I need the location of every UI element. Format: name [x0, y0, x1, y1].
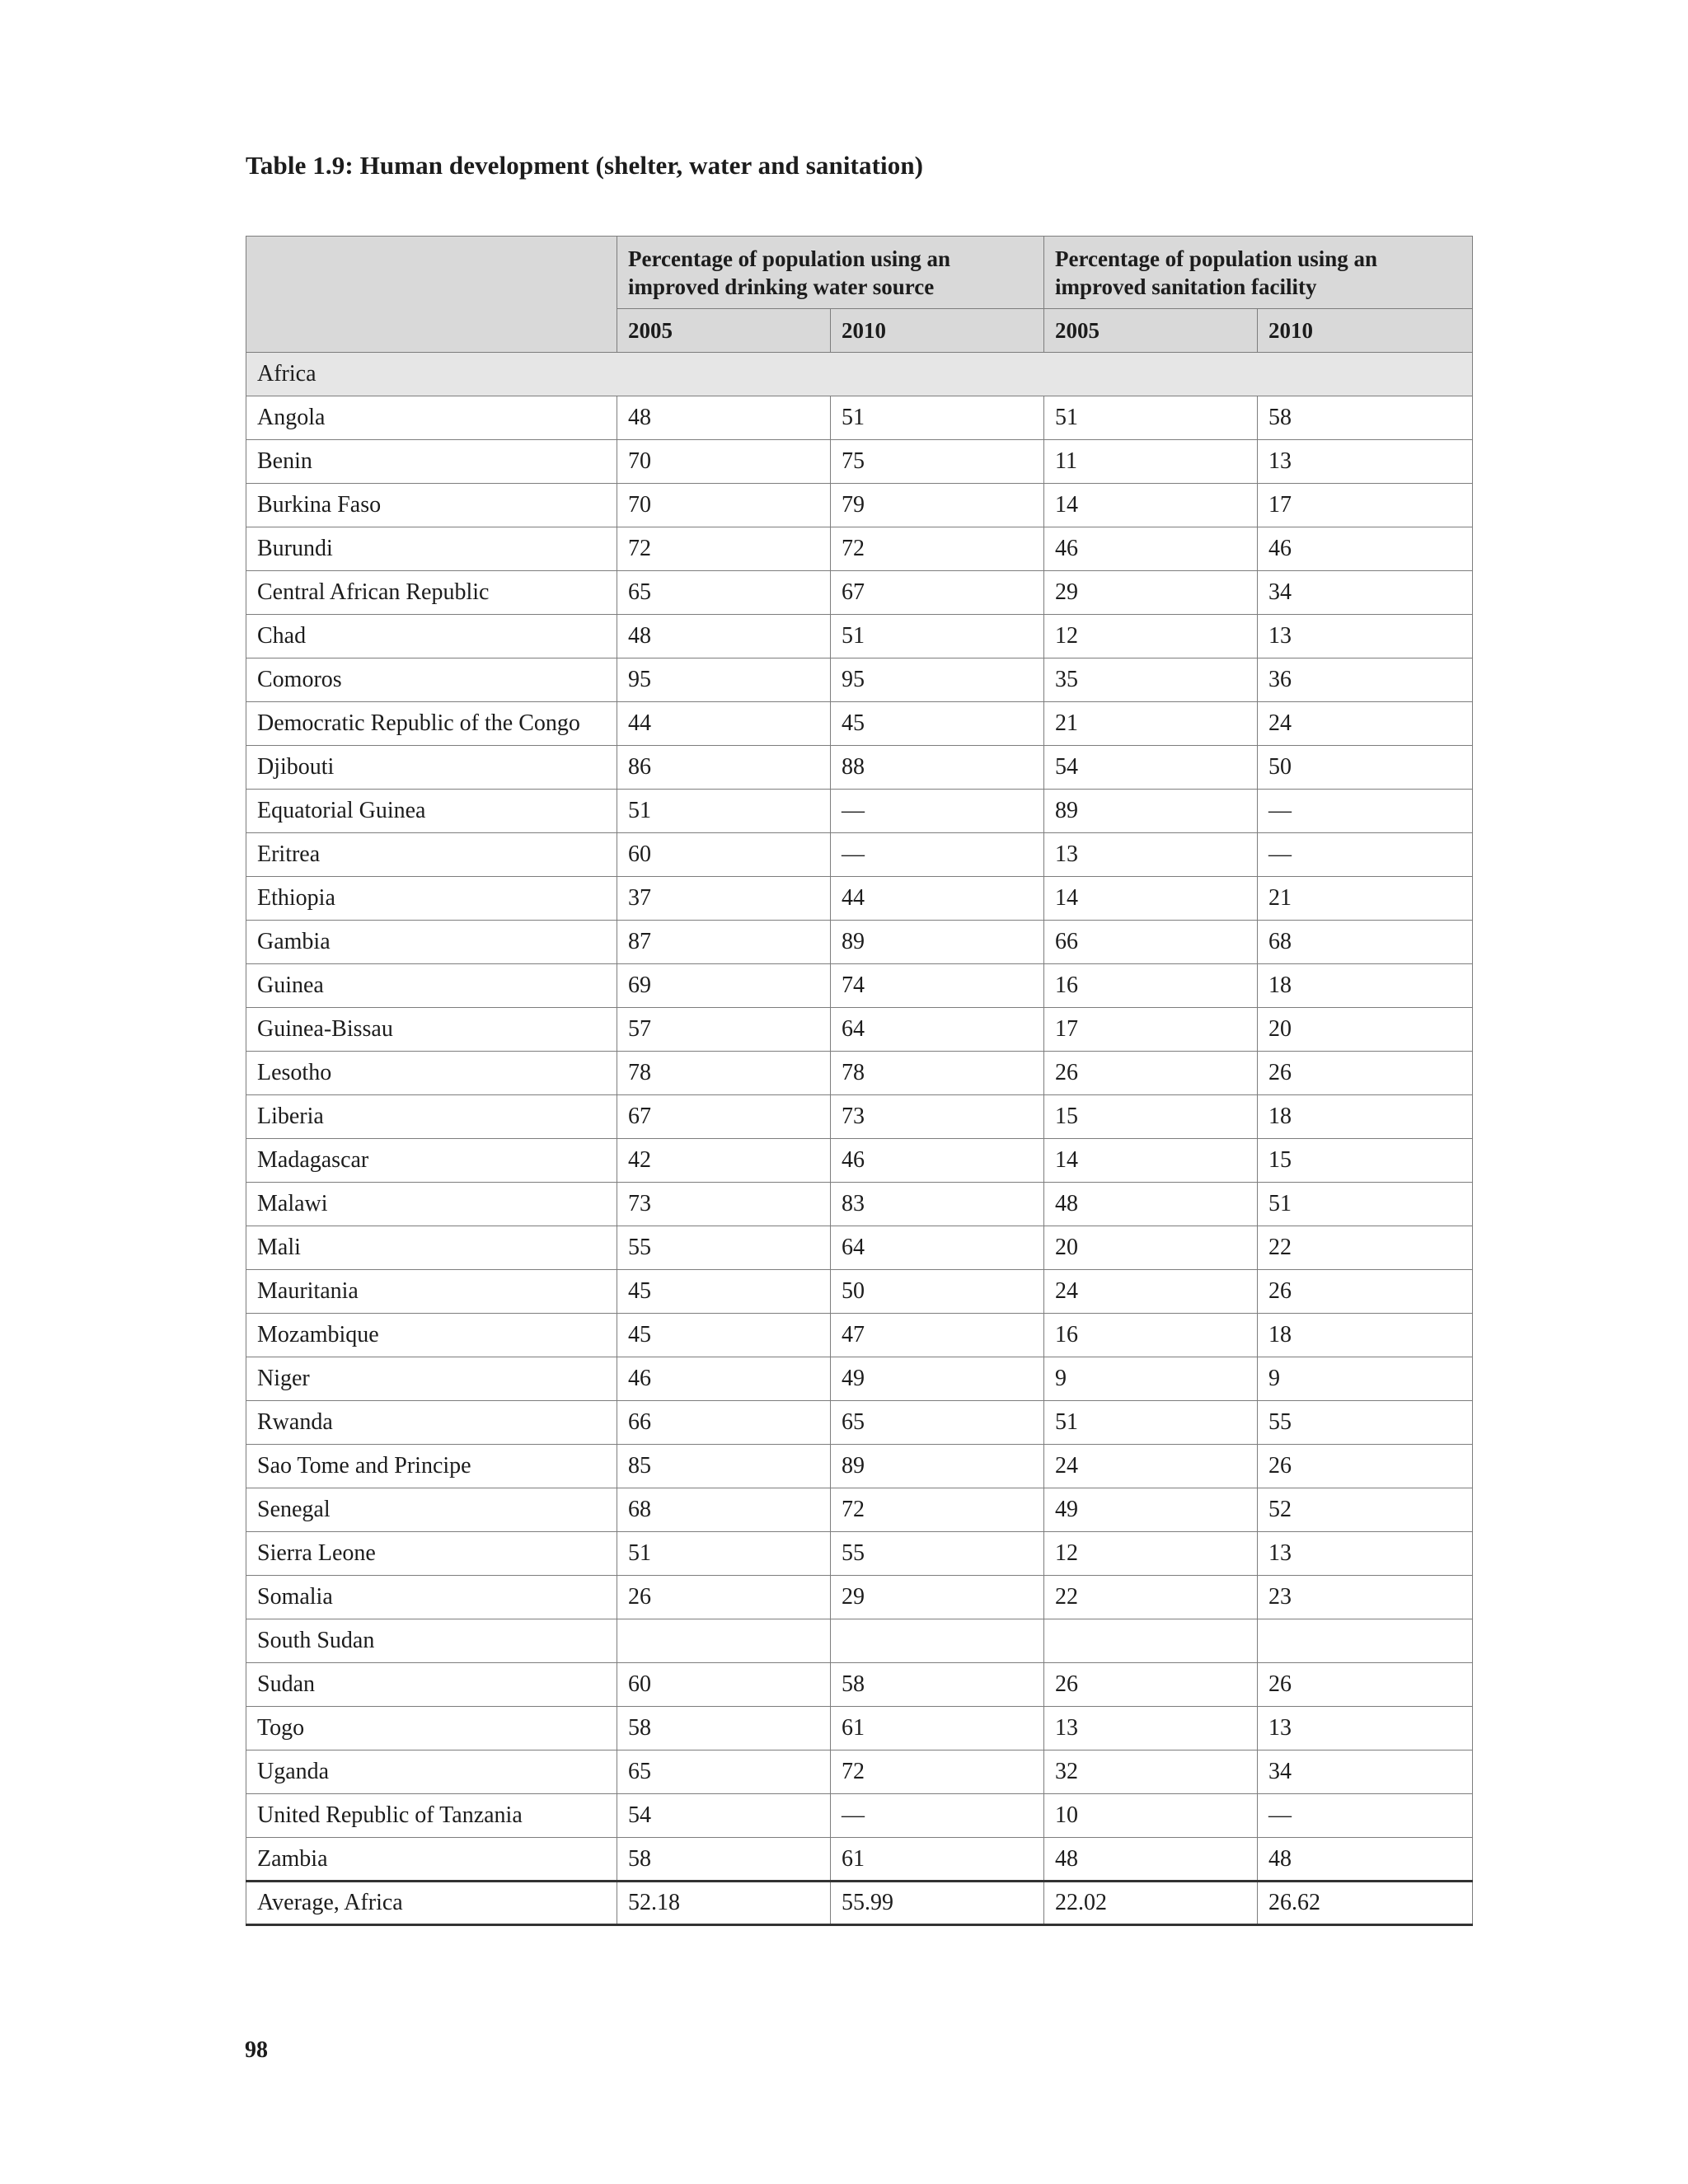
country-name-cell: Sudan — [246, 1663, 617, 1707]
water-2005-cell: 87 — [617, 921, 831, 964]
table-row — [246, 746, 1473, 790]
average-sanitation-2005: 22.02 — [1044, 1882, 1258, 1925]
sanitation-2005-cell: 46 — [1044, 527, 1258, 571]
water-2005-cell: 54 — [617, 1794, 831, 1838]
table-row — [246, 396, 1473, 440]
water-2005-cell — [617, 1619, 831, 1663]
sanitation-2005-cell: 20 — [1044, 1226, 1258, 1270]
table-row — [246, 921, 1473, 964]
table-row — [246, 527, 1473, 571]
country-name-cell: Somalia — [246, 1576, 617, 1619]
sanitation-2010-cell: 13 — [1258, 440, 1473, 484]
sanitation-2005-cell: 21 — [1044, 702, 1258, 746]
country-name-cell: Djibouti — [246, 746, 617, 790]
table-row — [246, 964, 1473, 1008]
sanitation-2005-cell: 16 — [1044, 964, 1258, 1008]
water-2010-cell: 89 — [831, 1445, 1044, 1488]
sanitation-2010-cell: 18 — [1258, 1095, 1473, 1139]
table-row — [246, 1707, 1473, 1750]
water-2010-cell: 55 — [831, 1532, 1044, 1576]
header-year: 2010 — [831, 309, 1044, 353]
water-2005-cell: 37 — [617, 877, 831, 921]
sanitation-2005-cell: 48 — [1044, 1183, 1258, 1226]
sanitation-2010-cell: 26 — [1258, 1270, 1473, 1314]
water-2005-cell: 44 — [617, 702, 831, 746]
water-2005-cell: 58 — [617, 1707, 831, 1750]
table-row — [246, 1445, 1473, 1488]
sanitation-2005-cell: 35 — [1044, 658, 1258, 702]
water-2005-cell: 70 — [617, 484, 831, 527]
sanitation-2010-cell: 68 — [1258, 921, 1473, 964]
table-row — [246, 1576, 1473, 1619]
water-2010-cell: 65 — [831, 1401, 1044, 1445]
country-name-cell: Zambia — [246, 1838, 617, 1882]
water-2005-cell: 45 — [617, 1314, 831, 1357]
sanitation-2010-cell: 18 — [1258, 964, 1473, 1008]
water-2010-cell: 29 — [831, 1576, 1044, 1619]
country-name-cell: Sao Tome and Principe — [246, 1445, 617, 1488]
water-2010-cell: 88 — [831, 746, 1044, 790]
average-water-2010: 55.99 — [831, 1882, 1044, 1925]
sanitation-2005-cell: 9 — [1044, 1357, 1258, 1401]
sanitation-2005-cell: 48 — [1044, 1838, 1258, 1882]
page-number: 98 — [245, 2037, 268, 2063]
sanitation-2010-cell: 52 — [1258, 1488, 1473, 1532]
water-2005-cell: 73 — [617, 1183, 831, 1226]
water-2005-cell: 68 — [617, 1488, 831, 1532]
table-row — [246, 1750, 1473, 1794]
sanitation-2010-cell: 13 — [1258, 615, 1473, 658]
table-row — [246, 702, 1473, 746]
country-name-cell: Togo — [246, 1707, 617, 1750]
water-2010-cell: 72 — [831, 1488, 1044, 1532]
sanitation-2005-cell: 11 — [1044, 440, 1258, 484]
water-2010-cell: — — [831, 833, 1044, 877]
water-2010-cell: — — [831, 790, 1044, 833]
country-name-cell: Sierra Leone — [246, 1532, 617, 1576]
water-2010-cell: 58 — [831, 1663, 1044, 1707]
water-2005-cell: 57 — [617, 1008, 831, 1052]
sanitation-2010-cell: 20 — [1258, 1008, 1473, 1052]
water-2010-cell: — — [831, 1794, 1044, 1838]
water-2010-cell: 67 — [831, 571, 1044, 615]
water-2005-cell: 85 — [617, 1445, 831, 1488]
water-2005-cell: 48 — [617, 396, 831, 440]
water-2005-cell: 55 — [617, 1226, 831, 1270]
sanitation-2005-cell: 24 — [1044, 1270, 1258, 1314]
sanitation-2010-cell: 48 — [1258, 1838, 1473, 1882]
water-2010-cell: 78 — [831, 1052, 1044, 1095]
water-2005-cell: 86 — [617, 746, 831, 790]
water-2010-cell — [831, 1619, 1044, 1663]
country-name-cell: Guinea — [246, 964, 617, 1008]
country-name-cell: Gambia — [246, 921, 617, 964]
water-2005-cell: 48 — [617, 615, 831, 658]
table-row — [246, 1226, 1473, 1270]
sanitation-2005-cell: 24 — [1044, 1445, 1258, 1488]
water-2010-cell: 95 — [831, 658, 1044, 702]
sanitation-2005-cell: 49 — [1044, 1488, 1258, 1532]
average-row — [246, 1882, 1473, 1925]
sanitation-2010-cell: 22 — [1258, 1226, 1473, 1270]
header-year: 2005 — [1044, 309, 1258, 353]
water-2010-cell: 74 — [831, 964, 1044, 1008]
water-2005-cell: 65 — [617, 1750, 831, 1794]
sanitation-2005-cell: 51 — [1044, 1401, 1258, 1445]
country-name-cell: Niger — [246, 1357, 617, 1401]
sanitation-2010-cell: — — [1258, 790, 1473, 833]
water-2005-cell: 70 — [617, 440, 831, 484]
table-row — [246, 1270, 1473, 1314]
table-row — [246, 1314, 1473, 1357]
country-name-cell: Democratic Republic of the Congo — [246, 702, 617, 746]
sanitation-2005-cell: 26 — [1044, 1663, 1258, 1707]
average-sanitation-2010: 26.62 — [1258, 1882, 1473, 1925]
sanitation-2005-cell — [1044, 1619, 1258, 1663]
table-row — [246, 1183, 1473, 1226]
water-2005-cell: 95 — [617, 658, 831, 702]
water-2010-cell: 79 — [831, 484, 1044, 527]
water-2010-cell: 83 — [831, 1183, 1044, 1226]
water-2010-cell: 50 — [831, 1270, 1044, 1314]
header-row-groups — [246, 237, 1473, 309]
table-row — [246, 1357, 1473, 1401]
sanitation-2005-cell: 26 — [1044, 1052, 1258, 1095]
sanitation-2010-cell: 46 — [1258, 527, 1473, 571]
data-table — [246, 236, 1473, 1926]
water-2005-cell: 72 — [617, 527, 831, 571]
table-row — [246, 1838, 1473, 1882]
sanitation-2005-cell: 22 — [1044, 1576, 1258, 1619]
sanitation-2010-cell: 58 — [1258, 396, 1473, 440]
water-2010-cell: 61 — [831, 1838, 1044, 1882]
sanitation-2005-cell: 13 — [1044, 1707, 1258, 1750]
water-2010-cell: 89 — [831, 921, 1044, 964]
sanitation-2010-cell: 23 — [1258, 1576, 1473, 1619]
table-row — [246, 1488, 1473, 1532]
sanitation-2005-cell: 32 — [1044, 1750, 1258, 1794]
sanitation-2005-cell: 51 — [1044, 396, 1258, 440]
country-name-cell: Uganda — [246, 1750, 617, 1794]
sanitation-2010-cell: 50 — [1258, 746, 1473, 790]
water-2005-cell: 69 — [617, 964, 831, 1008]
water-2010-cell: 47 — [831, 1314, 1044, 1357]
country-name-cell: Guinea-Bissau — [246, 1008, 617, 1052]
country-name-cell: Central African Republic — [246, 571, 617, 615]
table-row — [246, 1663, 1473, 1707]
table-row — [246, 1532, 1473, 1576]
sanitation-2005-cell: 54 — [1044, 746, 1258, 790]
country-name-cell: Lesotho — [246, 1052, 617, 1095]
country-name-cell: Liberia — [246, 1095, 617, 1139]
water-2010-cell: 75 — [831, 440, 1044, 484]
average-label: Average, Africa — [246, 1882, 617, 1925]
sanitation-2010-cell: 13 — [1258, 1707, 1473, 1750]
table-row — [246, 1095, 1473, 1139]
sanitation-2010-cell: 26 — [1258, 1445, 1473, 1488]
sanitation-2010-cell: 13 — [1258, 1532, 1473, 1576]
water-2010-cell: 61 — [831, 1707, 1044, 1750]
header-year: 2005 — [617, 309, 831, 353]
water-2005-cell: 65 — [617, 571, 831, 615]
country-name-cell: Mali — [246, 1226, 617, 1270]
water-2005-cell: 51 — [617, 1532, 831, 1576]
table-row — [246, 615, 1473, 658]
header-water-source: Percentage of population using an improved drinking water source — [617, 237, 1044, 309]
sanitation-2005-cell: 66 — [1044, 921, 1258, 964]
sanitation-2005-cell: 14 — [1044, 1139, 1258, 1183]
region-row — [246, 353, 1473, 396]
water-2010-cell: 72 — [831, 527, 1044, 571]
sanitation-2005-cell: 15 — [1044, 1095, 1258, 1139]
water-2005-cell: 46 — [617, 1357, 831, 1401]
sanitation-2005-cell: 16 — [1044, 1314, 1258, 1357]
water-2005-cell: 51 — [617, 790, 831, 833]
water-2010-cell: 73 — [831, 1095, 1044, 1139]
sanitation-2010-cell: 34 — [1258, 571, 1473, 615]
sanitation-2010-cell: 24 — [1258, 702, 1473, 746]
sanitation-2005-cell: 13 — [1044, 833, 1258, 877]
table-row — [246, 1008, 1473, 1052]
water-2010-cell: 49 — [831, 1357, 1044, 1401]
country-name-cell: Mozambique — [246, 1314, 617, 1357]
water-2010-cell: 51 — [831, 396, 1044, 440]
water-2005-cell: 60 — [617, 833, 831, 877]
table-row — [246, 1052, 1473, 1095]
water-2005-cell: 58 — [617, 1838, 831, 1882]
country-name-cell: Rwanda — [246, 1401, 617, 1445]
water-2005-cell: 26 — [617, 1576, 831, 1619]
sanitation-2010-cell: 9 — [1258, 1357, 1473, 1401]
table-row — [246, 1401, 1473, 1445]
country-name-cell: Eritrea — [246, 833, 617, 877]
region-label: Africa — [246, 353, 1473, 396]
average-water-2005: 52.18 — [617, 1882, 831, 1925]
sanitation-2010-cell — [1258, 1619, 1473, 1663]
table-title: Table 1.9: Human development (shelter, water and sanitation) — [246, 151, 924, 180]
sanitation-2005-cell: 89 — [1044, 790, 1258, 833]
sanitation-2005-cell: 10 — [1044, 1794, 1258, 1838]
sanitation-2005-cell: 14 — [1044, 484, 1258, 527]
header-corner-cell — [246, 237, 617, 353]
water-2010-cell: 64 — [831, 1226, 1044, 1270]
water-2010-cell: 45 — [831, 702, 1044, 746]
water-2010-cell: 44 — [831, 877, 1044, 921]
sanitation-2005-cell: 12 — [1044, 615, 1258, 658]
country-name-cell: Burkina Faso — [246, 484, 617, 527]
sanitation-2005-cell: 29 — [1044, 571, 1258, 615]
sanitation-2010-cell: 21 — [1258, 877, 1473, 921]
water-2005-cell: 78 — [617, 1052, 831, 1095]
sanitation-2005-cell: 17 — [1044, 1008, 1258, 1052]
sanitation-2010-cell: 34 — [1258, 1750, 1473, 1794]
sanitation-2010-cell: 15 — [1258, 1139, 1473, 1183]
table-row — [246, 877, 1473, 921]
data-table-container — [246, 236, 1472, 1926]
header-sanitation-facility: Percentage of population using an improved sanitation facility — [1044, 237, 1473, 309]
country-name-cell: Angola — [246, 396, 617, 440]
country-name-cell: South Sudan — [246, 1619, 617, 1663]
sanitation-2010-cell: 26 — [1258, 1663, 1473, 1707]
country-name-cell: United Republic of Tanzania — [246, 1794, 617, 1838]
table-row — [246, 1139, 1473, 1183]
sanitation-2010-cell: 55 — [1258, 1401, 1473, 1445]
sanitation-2010-cell: 51 — [1258, 1183, 1473, 1226]
water-2005-cell: 45 — [617, 1270, 831, 1314]
water-2005-cell: 67 — [617, 1095, 831, 1139]
table-row — [246, 440, 1473, 484]
water-2010-cell: 72 — [831, 1750, 1044, 1794]
sanitation-2005-cell: 12 — [1044, 1532, 1258, 1576]
water-2005-cell: 42 — [617, 1139, 831, 1183]
country-name-cell: Malawi — [246, 1183, 617, 1226]
table-row — [246, 1619, 1473, 1663]
country-name-cell: Burundi — [246, 527, 617, 571]
table-row — [246, 1794, 1473, 1838]
country-name-cell: Ethiopia — [246, 877, 617, 921]
header-year: 2010 — [1258, 309, 1473, 353]
country-name-cell: Mauritania — [246, 1270, 617, 1314]
water-2010-cell: 64 — [831, 1008, 1044, 1052]
table-row — [246, 484, 1473, 527]
country-name-cell: Chad — [246, 615, 617, 658]
sanitation-2010-cell: 17 — [1258, 484, 1473, 527]
water-2010-cell: 51 — [831, 615, 1044, 658]
country-name-cell: Benin — [246, 440, 617, 484]
water-2005-cell: 60 — [617, 1663, 831, 1707]
sanitation-2010-cell: — — [1258, 1794, 1473, 1838]
country-name-cell: Comoros — [246, 658, 617, 702]
sanitation-2010-cell: 36 — [1258, 658, 1473, 702]
country-name-cell: Senegal — [246, 1488, 617, 1532]
table-row — [246, 571, 1473, 615]
country-name-cell: Madagascar — [246, 1139, 617, 1183]
country-name-cell: Equatorial Guinea — [246, 790, 617, 833]
water-2005-cell: 66 — [617, 1401, 831, 1445]
table-row — [246, 790, 1473, 833]
sanitation-2010-cell: 18 — [1258, 1314, 1473, 1357]
table-row — [246, 658, 1473, 702]
sanitation-2010-cell: 26 — [1258, 1052, 1473, 1095]
sanitation-2005-cell: 14 — [1044, 877, 1258, 921]
table-row — [246, 833, 1473, 877]
sanitation-2010-cell: — — [1258, 833, 1473, 877]
water-2010-cell: 46 — [831, 1139, 1044, 1183]
